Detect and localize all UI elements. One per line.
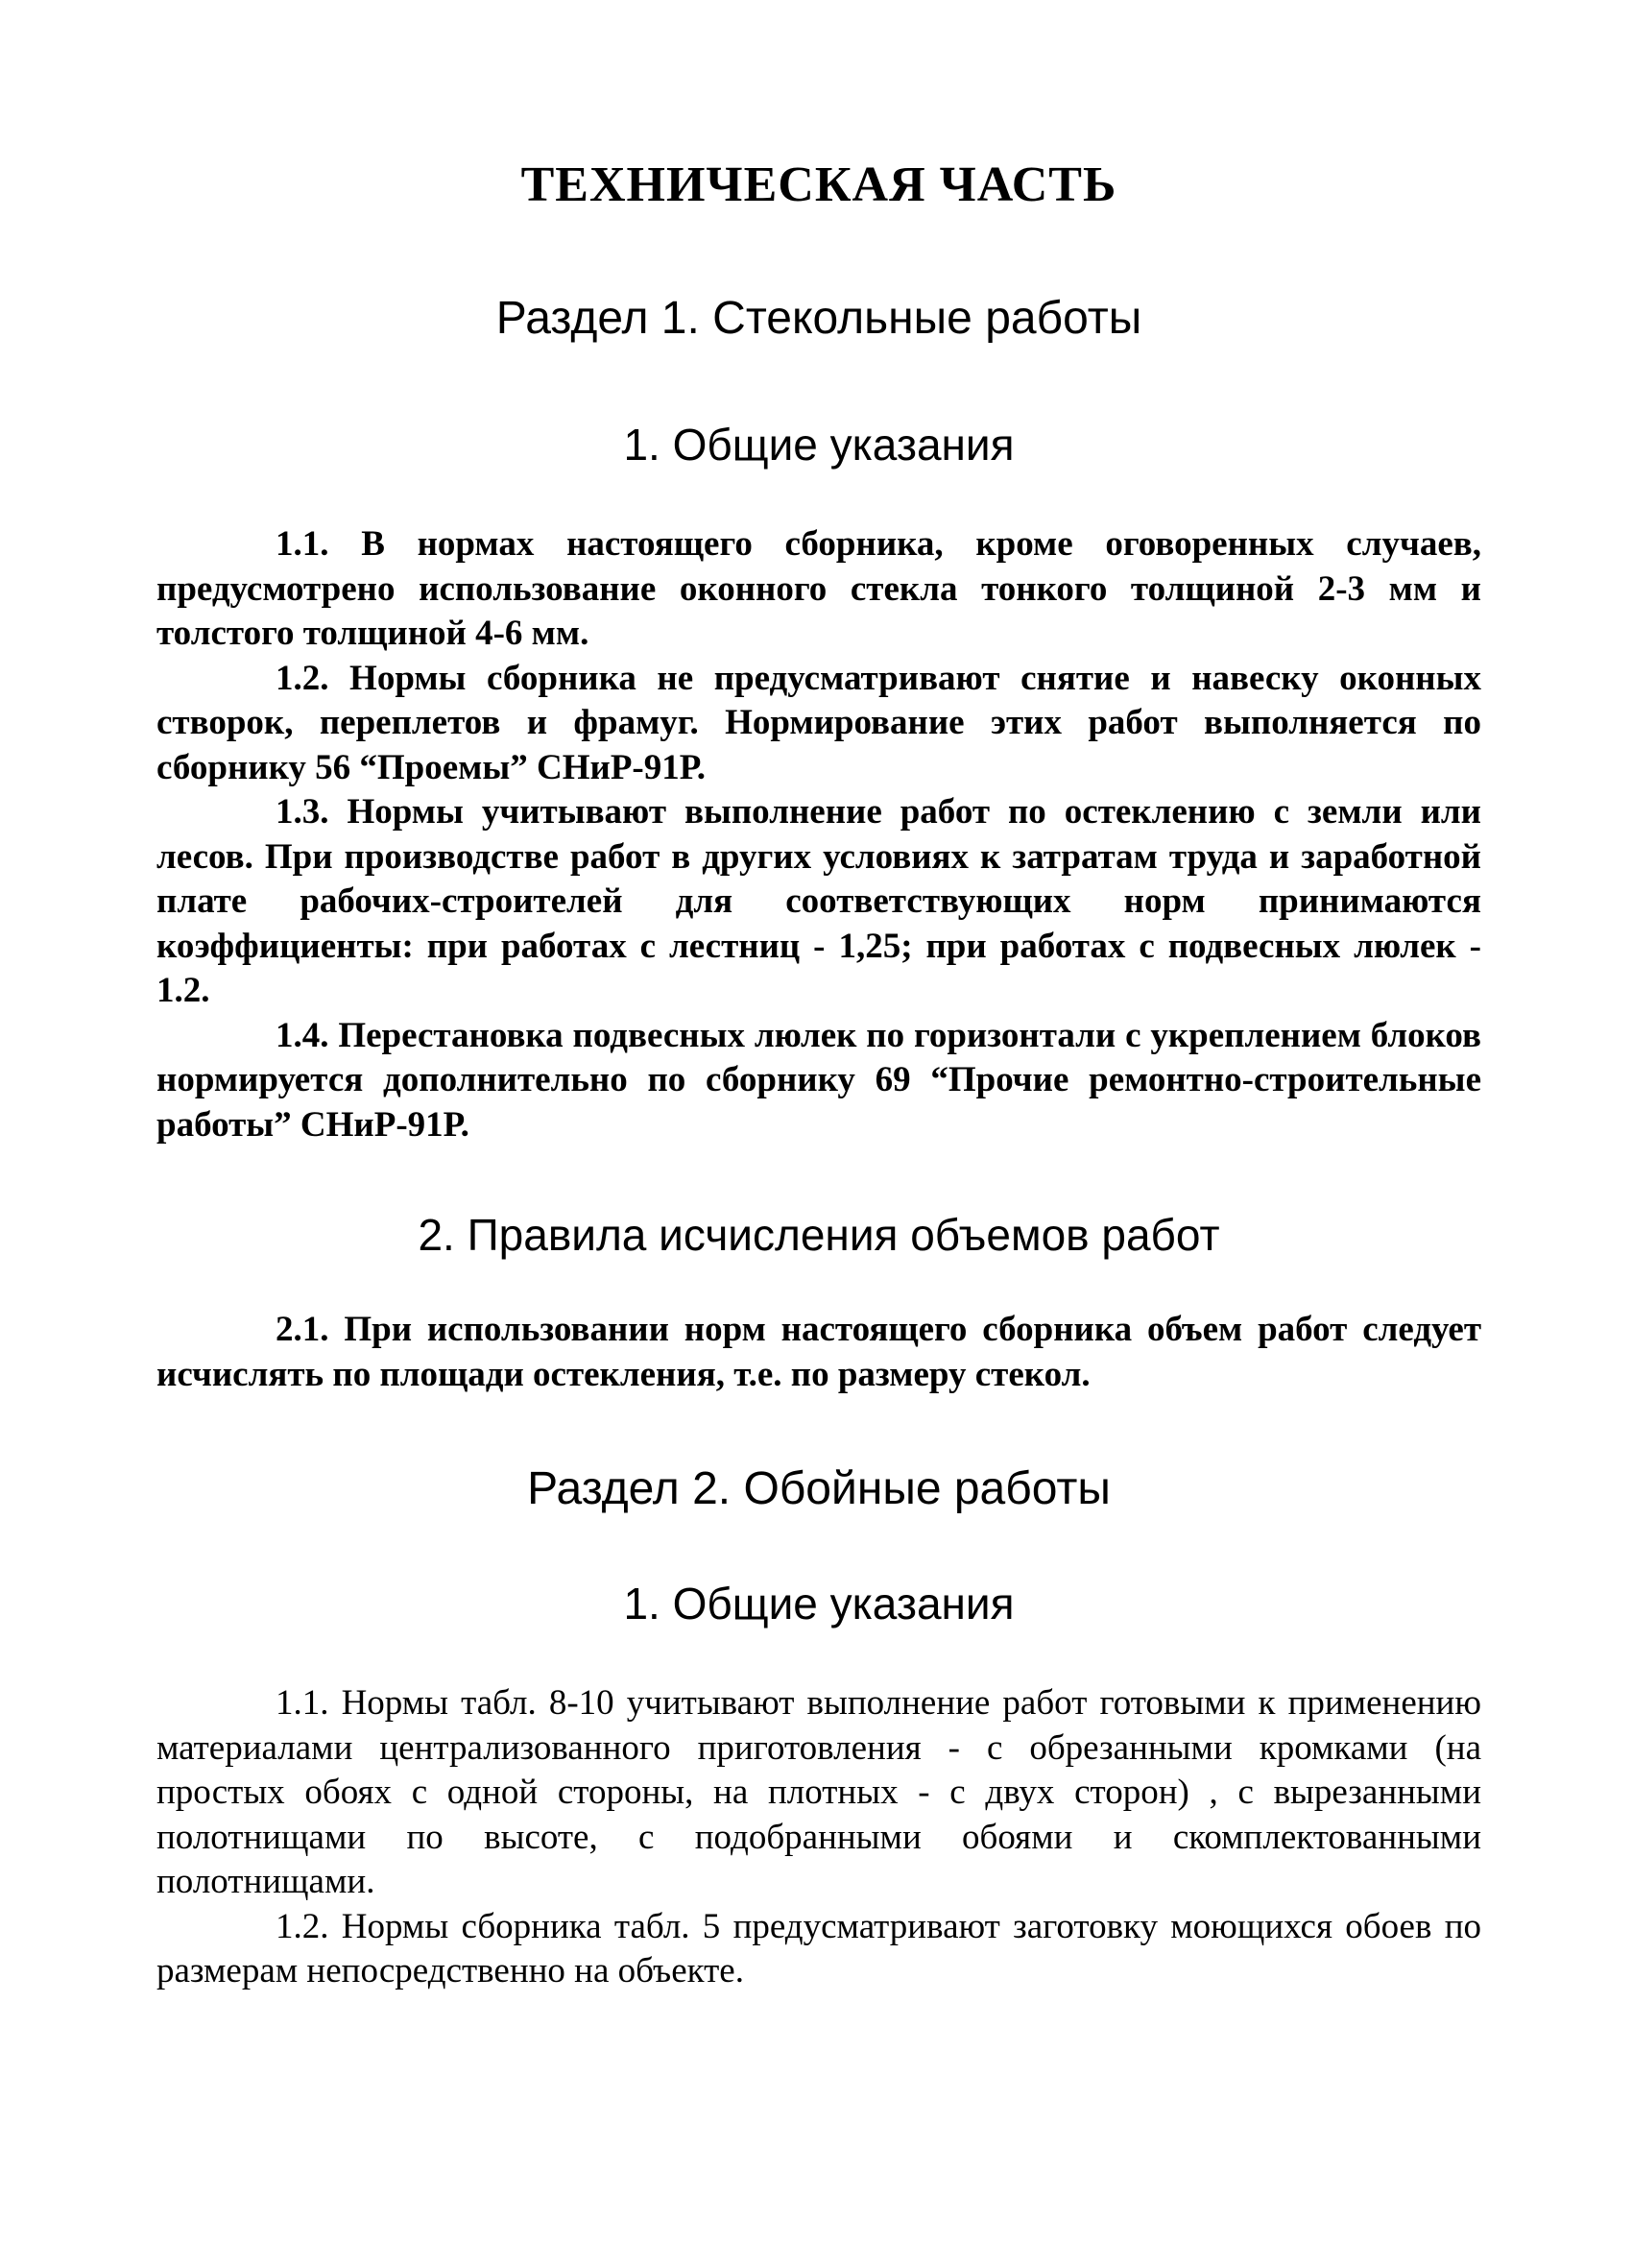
paragraph-1-4: 1.4. Перестановка подвесных люлек по горизонтали с укреплением блоков нормируется дополнительно по сборнику 69 “Прочие ремонтно-строительные работы” СНиР-91Р. bbox=[156, 1015, 1481, 1145]
section-2-heading: Раздел 2. Обойные работы bbox=[527, 1463, 1111, 1514]
section-1-general-heading: 1. Общие указания bbox=[623, 420, 1015, 470]
paragraph-2-1: 2.1. При использовании норм настоящего сборника объем работ следует исчислять по площади остекления, т.е. по размеру стекол. bbox=[156, 1310, 1481, 1394]
paragraph-1-3: 1.3. Нормы учитывают выполнение работ по остеклению с земли или лесов. При производстве работ в других условиях к затратам труда и заработной плате рабочих-строителей для соответствующих норм принимаются коэффициенты: при работах с лестниц - 1,25; при работах с подвесных люлек - 1.2. bbox=[156, 792, 1481, 1010]
paragraph-s2-1-2: 1.2. Нормы сборника табл. 5 предусматривают заготовку моющихся обоев по размерам непосредственно на объекте. bbox=[156, 1906, 1481, 1991]
paragraph-1-2: 1.2. Нормы сборника не предусматривают снятие и навеску оконных створок, переплетов и фрамуг. Нормирование этих работ выполняется по сборнику 56 “Проемы” СНиР-91Р. bbox=[156, 658, 1481, 787]
document-title: ТЕХНИЧЕСКАЯ ЧАСТЬ bbox=[520, 157, 1117, 212]
document-page bbox=[156, 134, 1481, 1994]
section-2-general-heading: 1. Общие указания bbox=[623, 1579, 1015, 1629]
section-1-rules-heading: 2. Правила исчисления объемов работ bbox=[418, 1210, 1220, 1260]
section-1-heading: Раздел 1. Стекольные работы bbox=[495, 293, 1142, 344]
paragraph-s2-1-1: 1.1. Нормы табл. 8-10 учитывают выполнение работ готовыми к применению материалами централизованного приготовления - с обрезанными кромками (на простых обоях с одной стороны, на плотных - с двух сторон) , с вырезанными полотнищами по высоте, с подобранными обоями и скомплектованными полотнищами. bbox=[156, 1683, 1481, 1901]
paragraph-1-1: 1.1. В нормах настоящего сборника, кроме оговоренных случаев, предусмотрено использование оконного стекла тонкого толщиной 2-3 мм и толстого толщиной 4-6 мм. bbox=[156, 524, 1481, 653]
